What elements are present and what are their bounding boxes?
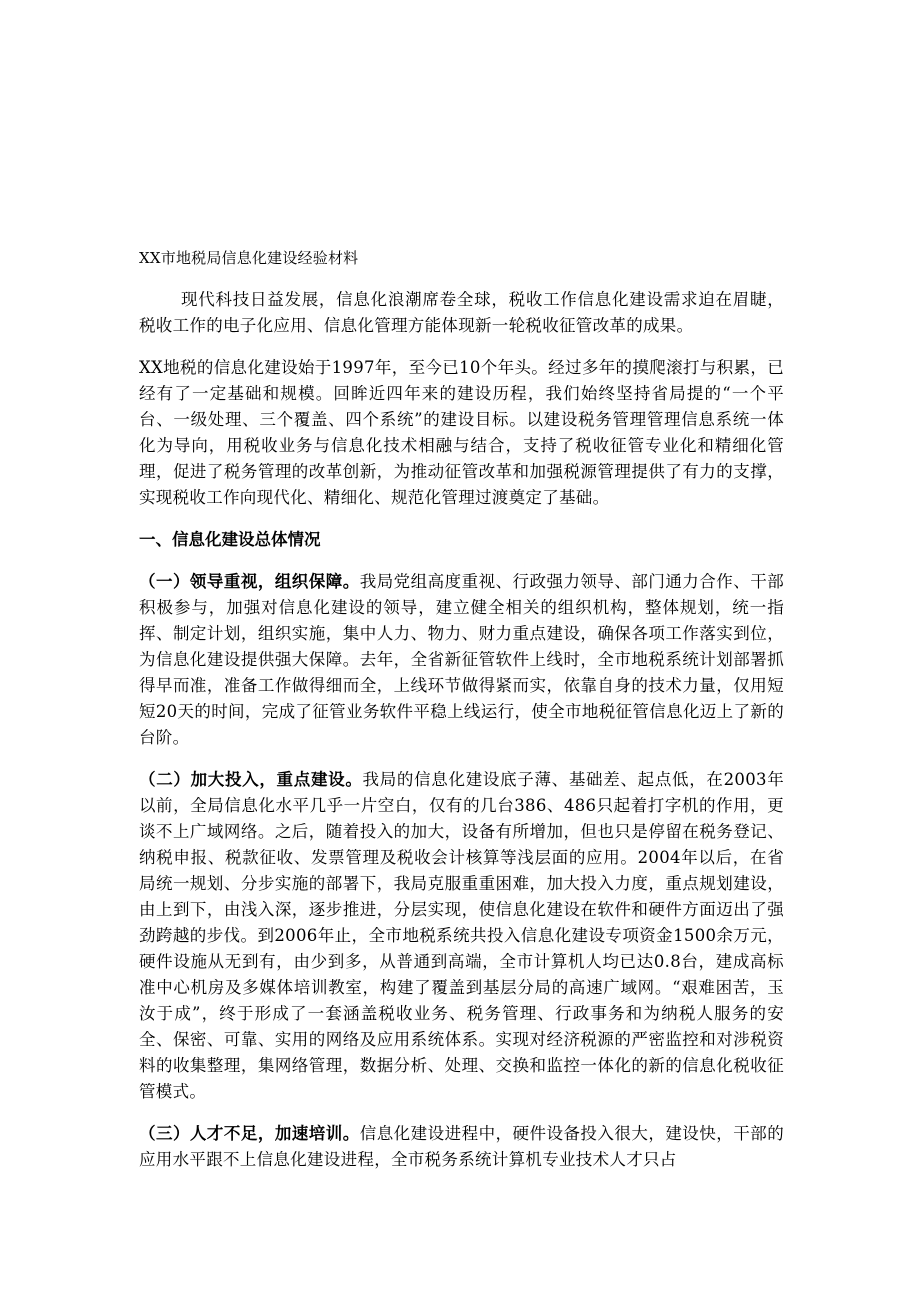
item-lead-3: （三）人才不足，加速培训。 <box>139 1124 360 1143</box>
item-text-2: 我局的信息化建设底子薄、基础差、起点低，在2003年以前，全局信息化水平几乎一片空白，仅有的几台386、486只起着打字机的作用，更谈不上广域网络。之后，随着投入的加大，设备有所增加，但也只是停留在税务登记、纳税申报、税款征收、发票管理及税收会计核算等浅层面的应用。2004年以后，在省局统一规划、分步实施的部署下，我局克服重重困难，加大投入力度，重点规划建设，由上到下，由浅入深，逐步推进，分层实现，使信息化建设在软件和硬件方面迈出了强劲跨越的步伐。到2006年止，全市地税系统共投入信息化建设专项资金1500余万元，硬件设施从无到有，由少到多，从普通到高端，全市计算机人均已达0.8台，建成高标准中心机房及多媒体培训教室，构建了覆盖到基层分局的高速广域网。“艰难困苦，玉汝于成”，终于形成了一套涵盖税收业务、税务管理、行政事务和为纳税人服务的安全、保密、可靠、实用的网络及应用系统体系。实现对经济税源的严密监控和对涉税资料的收集整理，集网络管理，数据分析、处理、交换和监控一体化的新的信息化税收征管模式。 <box>139 770 784 1101</box>
item-text-1: 我局党组高度重视、行政强力领导、部门通力合作、干部积极参与，加强对信息化建设的领导，建立健全相关的组织机构，整体规划，统一指挥、制定计划，组织实施，集中人力、物力、财力重点建设，确保各项工作落实到位，为信息化建设提供强大保障。去年，全省新征管软件上线时，全市地税系统计划部署抓得早而准，准备工作做得细而全，上线环节做得紧而实，依靠自身的技术力量，仅用短短20天的时间，完成了征管业务软件平稳上线运行，使全市地税征管信息化迈上了新的台阶。 <box>139 572 784 747</box>
document-page <box>139 248 784 1189</box>
background-paragraph: XX地税的信息化建设始于1997年，至今已10个年头。经过多年的摸爬滚打与积累，已经有了一定基础和规模。回眸近四年来的建设历程，我们始终坚持省局提的“一个平台、一级处理、三个覆盖、四个系统”的建设目标。以建设税务管理管理信息系统一体化为导向，用税收业务与信息化技术相融与结合，支持了税收征管专业化和精细化管理，促进了税务管理的改革创新，为推动征管改革和加强税源管理提供了有力的支撑，实现税收工作向现代化、精细化、规范化管理过渡奠定了基础。 <box>139 358 784 507</box>
item-lead-2: （二）加大投入，重点建设。 <box>139 770 363 789</box>
item-paragraph-2 <box>139 767 784 1105</box>
intro-paragraph: 现代科技日益发展，信息化浪潮席卷全球，税收工作信息化建设需求迫在眉睫，税收工作的电子化应用、信息化管理方能体现新一轮税收征管改革的成果。 <box>139 290 784 335</box>
item-text-3: 信息化建设进程中，硬件设备投入很大，建设快，干部的应用水平跟不上信息化建设进程，全市税务系统计算机专业技术人才只占 <box>139 1124 784 1169</box>
section-heading: 一、信息化建设总体情况 <box>139 530 321 549</box>
item-paragraph-1 <box>139 569 784 751</box>
item-lead-1: （一）领导重视，组织保障。 <box>139 572 360 591</box>
item-paragraph-3 <box>139 1121 784 1173</box>
document-title: XX市地税局信息化建设经验材料 <box>139 249 359 267</box>
